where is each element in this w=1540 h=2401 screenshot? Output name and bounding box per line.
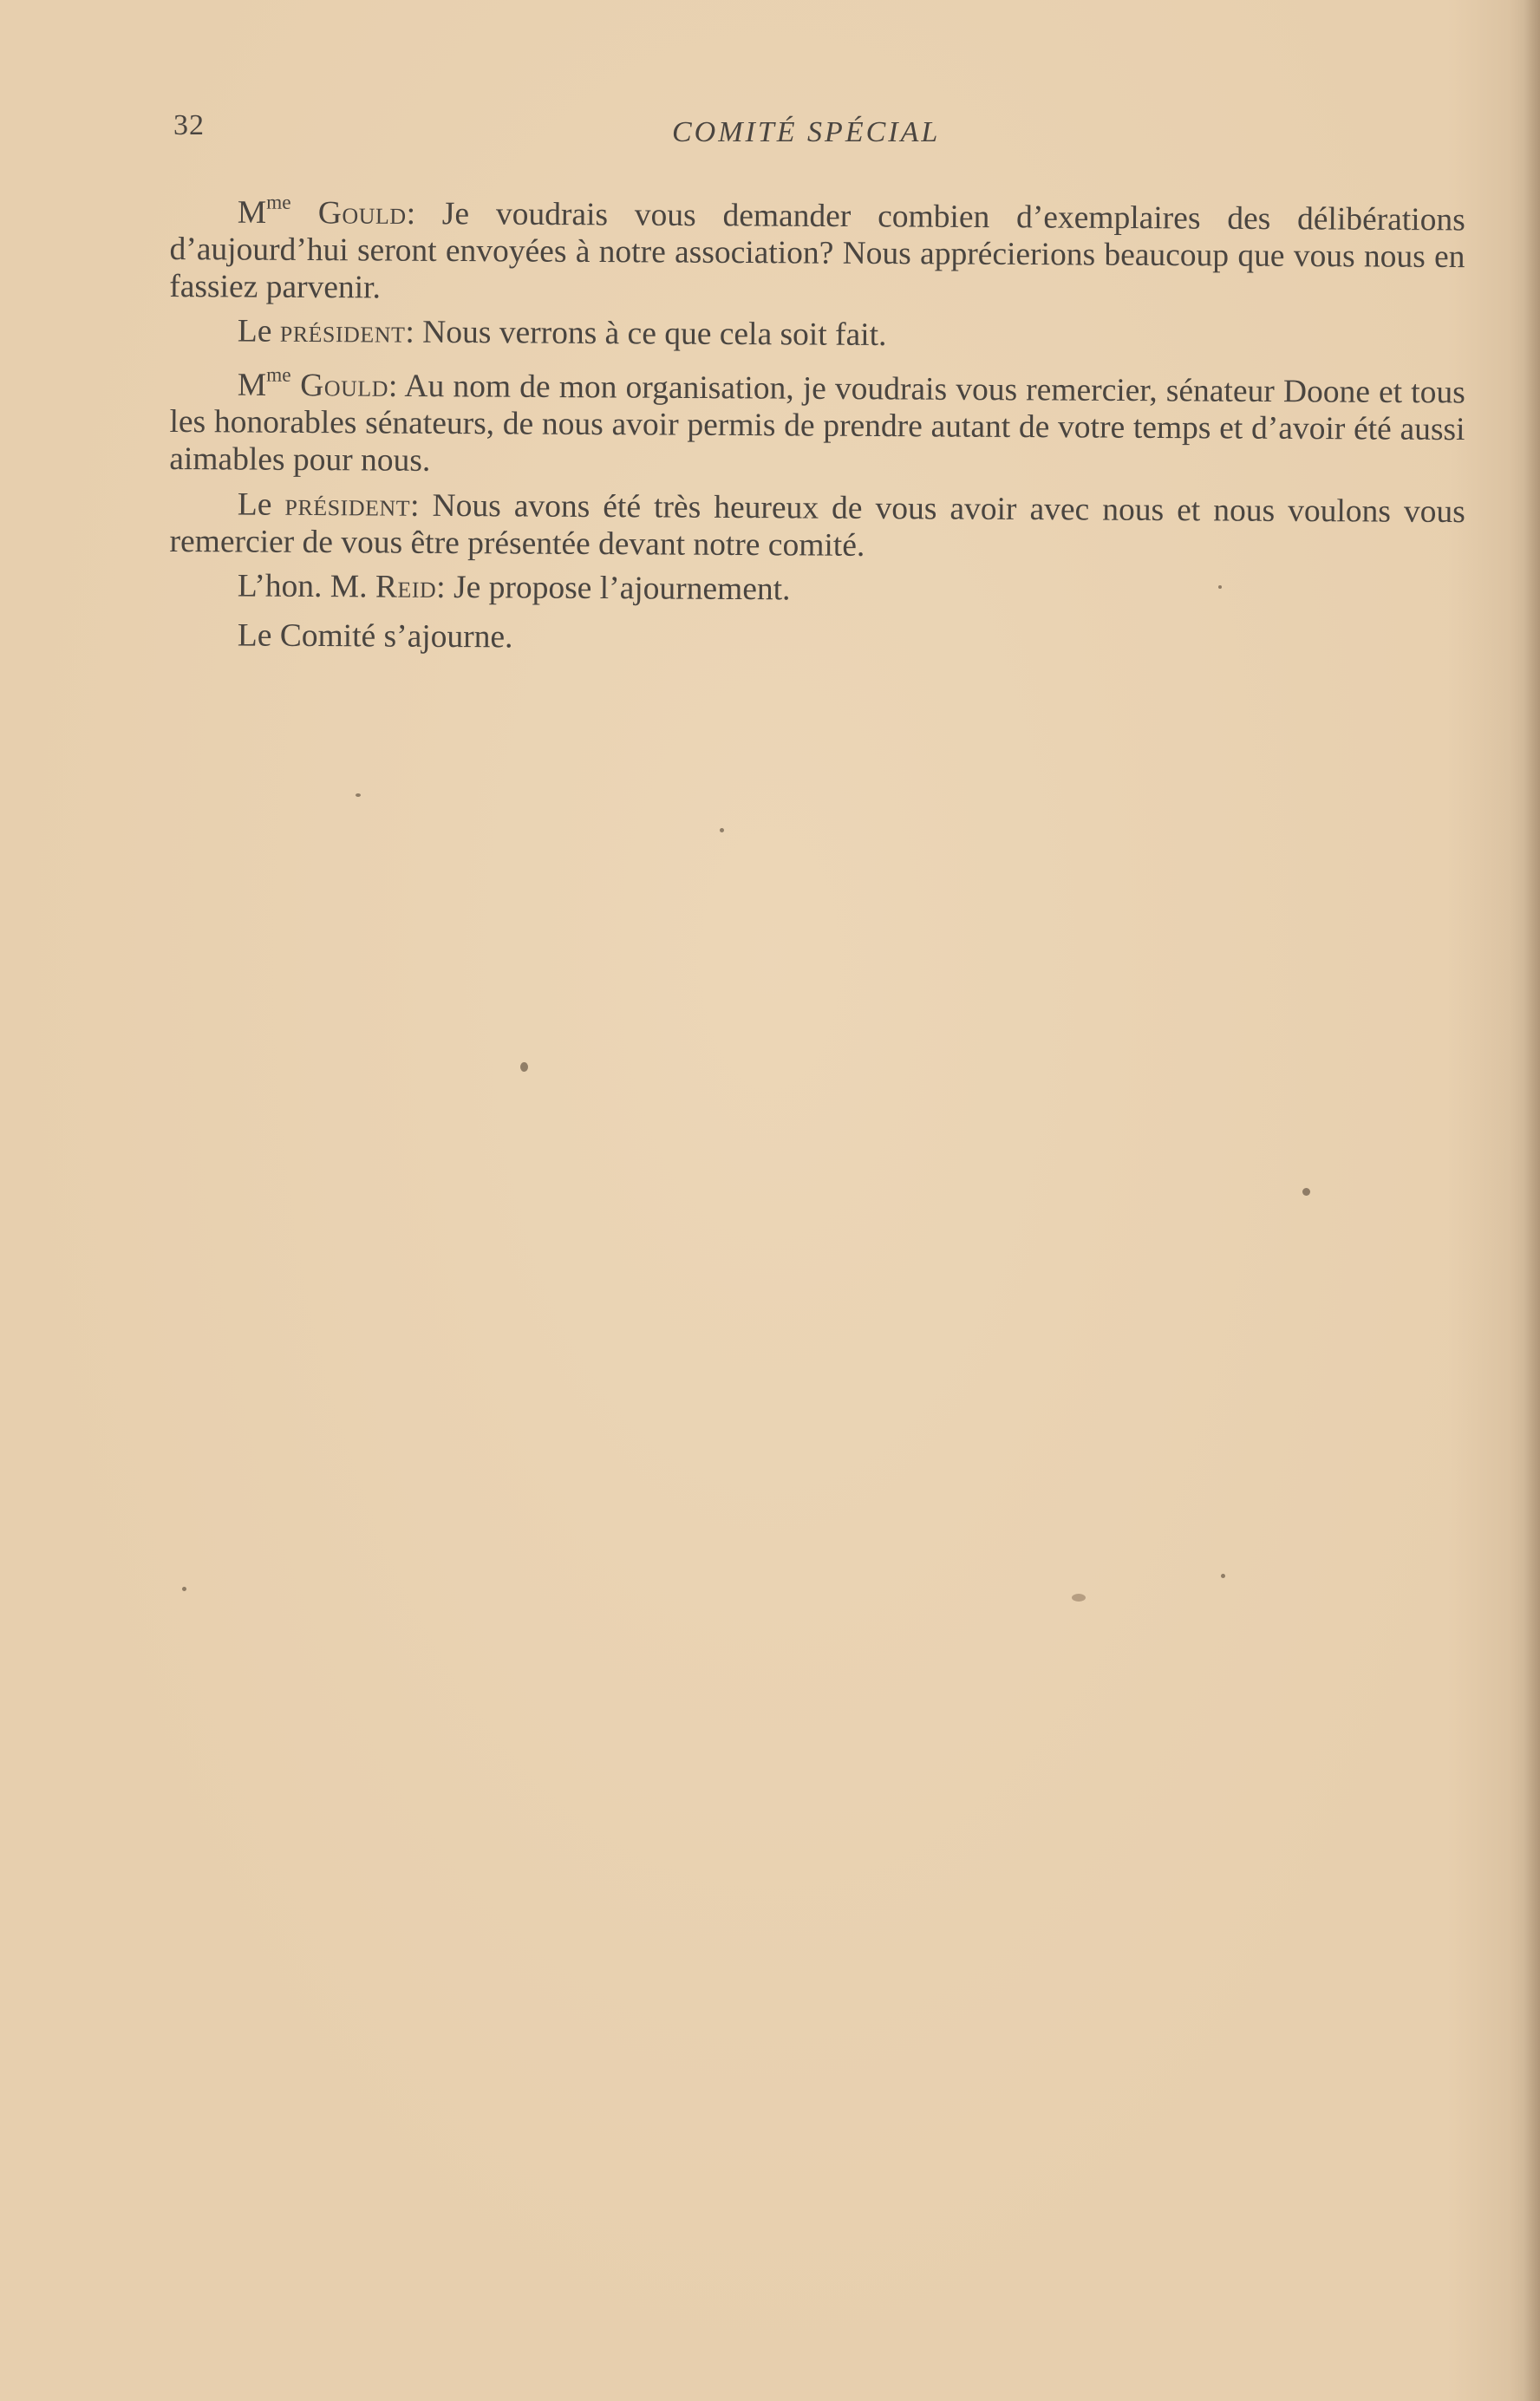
paper-speck	[520, 1062, 528, 1072]
transcript-paragraph	[169, 356, 1465, 486]
speaker-name: Gould	[290, 195, 407, 232]
paper-speck	[182, 1587, 186, 1591]
paper-speck	[1221, 1574, 1225, 1578]
closing-line: Le Comité s’ajourne.	[237, 617, 513, 656]
speaker-name: président	[284, 486, 411, 524]
paper-speck	[1072, 1594, 1086, 1602]
page-number: 32	[173, 109, 205, 141]
speaker-prefix: M	[237, 194, 267, 232]
transcript-paragraph	[170, 312, 1465, 357]
page-header	[173, 102, 1474, 172]
speech-text: : Au nom de mon organisation, je voudrais vous remercier, sénateur Doone et tous les honorables sénateurs, de nous avoir permis de prendre autant de votre temps et d’avoir été aussi aimables pour nous.	[169, 369, 1465, 480]
speech-text: : Je voudrais vous demander combien d’exemplaires des délibérations d’aujourd’hui seront envoyées à notre association? Nous apprécierions beaucoup que vous nous en fassiez parvenir.	[169, 195, 1465, 306]
paper-speck	[720, 828, 724, 832]
speaker-name: Gould	[290, 368, 389, 405]
speaker-prefix: Le	[237, 313, 280, 350]
transcript-body	[170, 184, 1465, 661]
running-title: COMITÉ SPÉCIAL	[672, 116, 941, 148]
speaker-superscript: me	[266, 191, 291, 214]
speaker-name: Reid	[375, 569, 437, 605]
speaker-prefix: M	[237, 368, 267, 404]
page-edge-shadow	[1524, 0, 1540, 2401]
speaker-superscript: me	[266, 364, 291, 388]
paper-speck	[356, 793, 361, 797]
speaker-prefix: Le	[237, 486, 285, 523]
speaker-name: président	[279, 314, 406, 350]
speech-text: : Nous avons été très heureux de vous avoir avec nous et nous voulons vous remercier de vous être présentée devant notre comité.	[169, 487, 1465, 564]
speech-text: : Je propose l’ajournement.	[436, 569, 791, 608]
transcript-paragraph	[169, 184, 1465, 313]
transcript-paragraph	[169, 486, 1465, 568]
paper-speck	[1302, 1188, 1310, 1196]
transcript-paragraph	[170, 567, 1465, 612]
speaker-prefix: L’hon. M.	[237, 568, 376, 605]
speech-text: : Nous verrons à ce que cela soit fait.	[405, 314, 887, 354]
paper-speck	[1218, 585, 1222, 589]
